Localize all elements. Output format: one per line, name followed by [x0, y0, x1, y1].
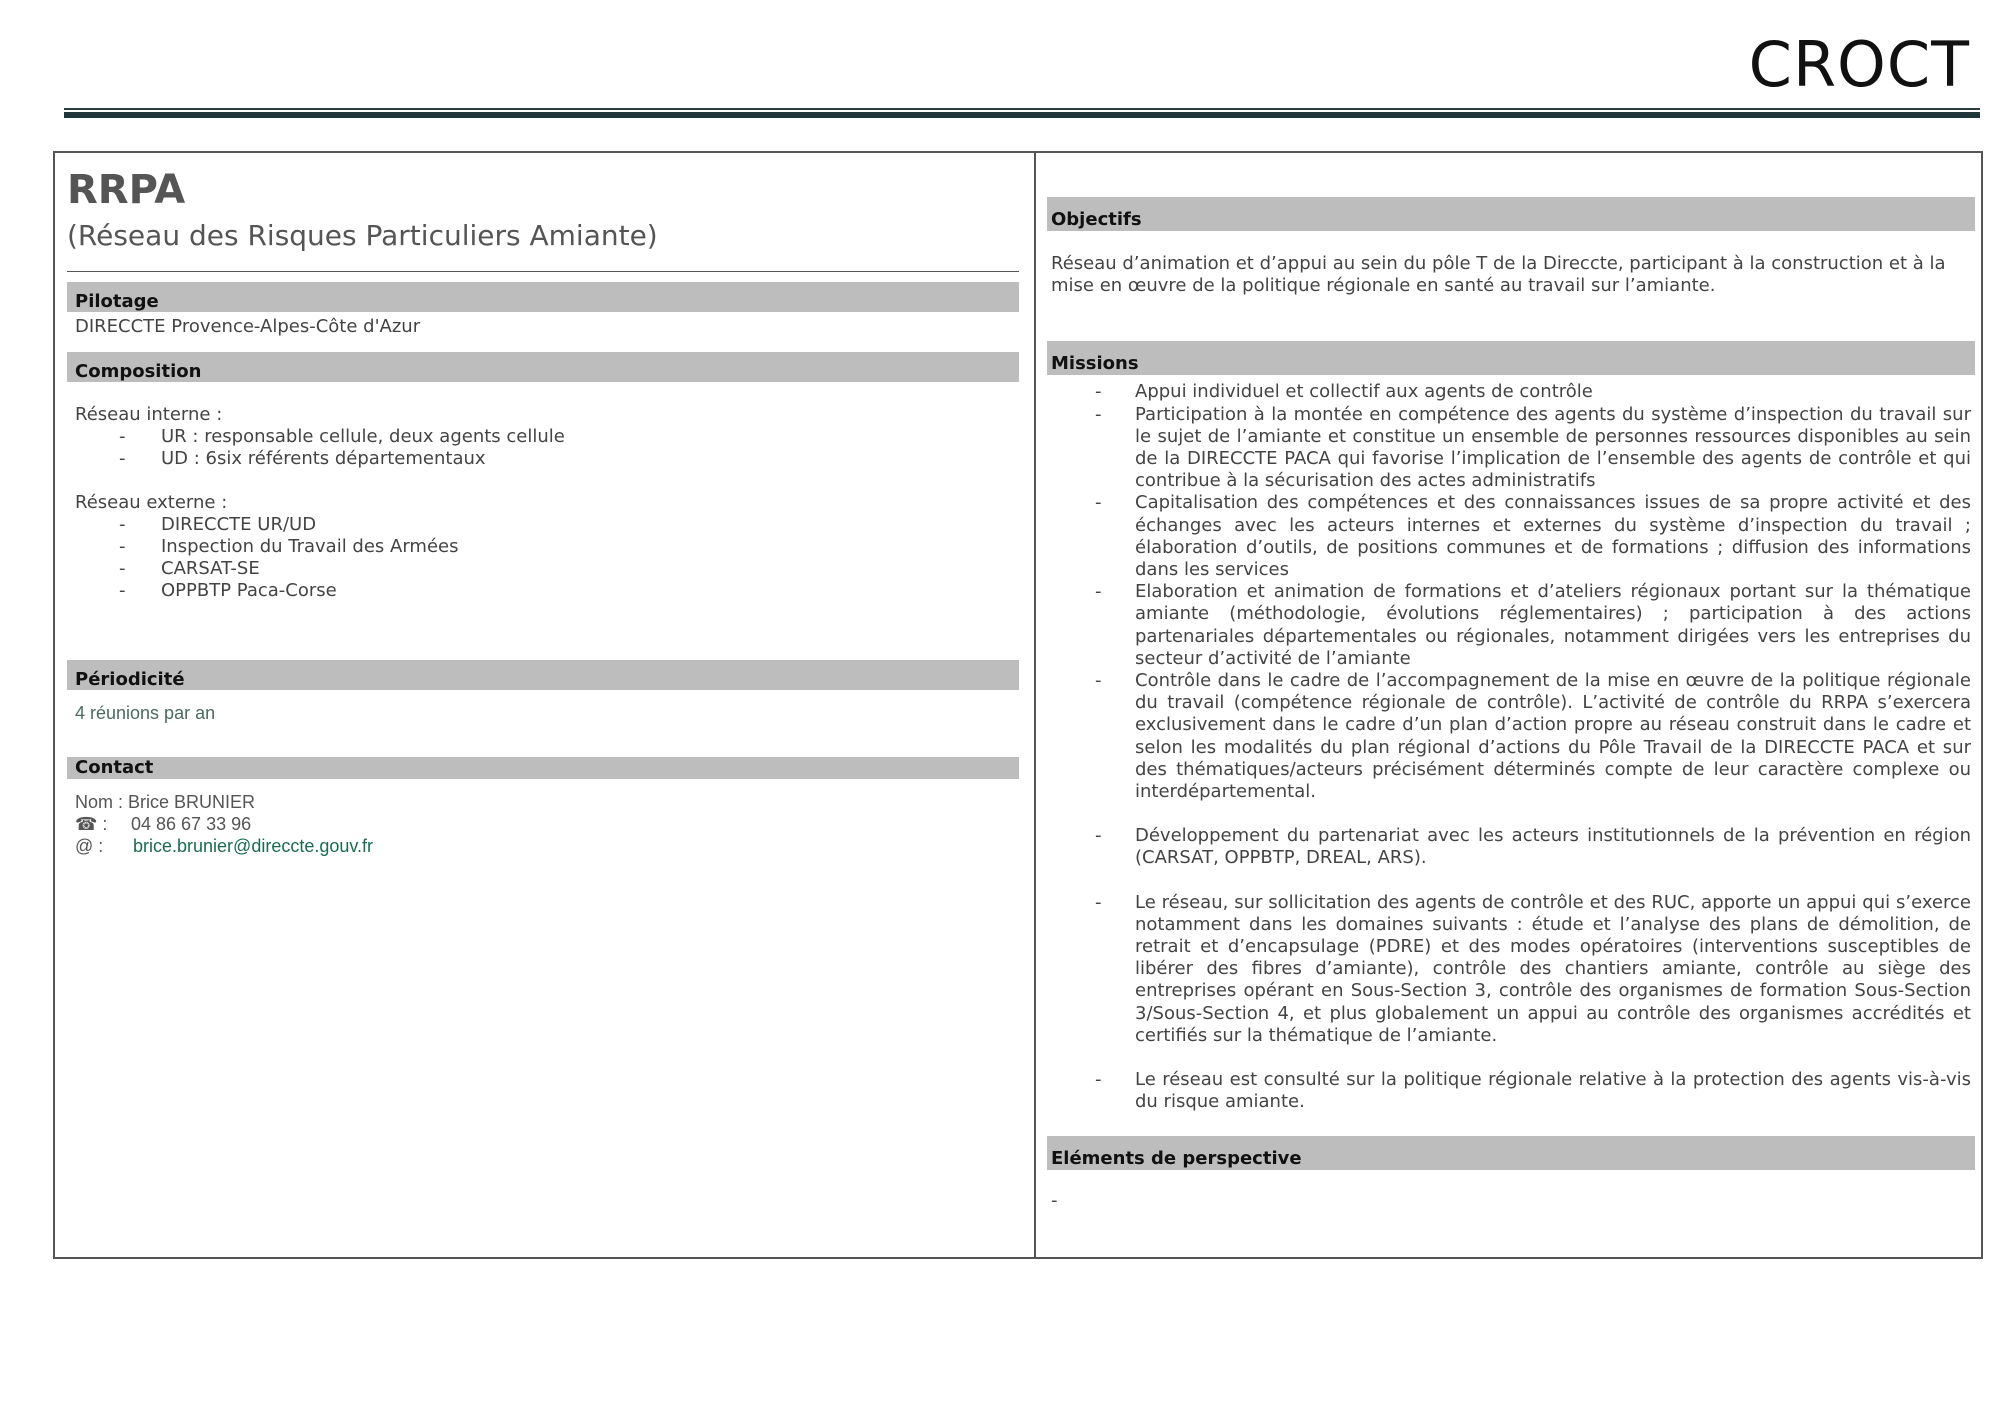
phone-icon: ☎ :	[75, 814, 108, 834]
list-item: - CARSAT-SE	[75, 558, 1019, 580]
list-spacer	[1047, 803, 1975, 825]
email-icon: @ :	[75, 836, 104, 856]
document-title: CROCT	[1748, 28, 1970, 101]
list-item: - DIRECCTE UR/UD	[75, 514, 1019, 536]
list-item: - UD : 6six référents départementaux	[75, 448, 1019, 470]
pilotage-text: DIRECCTE Provence-Alpes-Côte d'Azur	[75, 316, 421, 337]
list-item: - Développement du partenariat avec les acteurs institutionnels de la prévention en région (CARSAT, OPPBTP, DREAL, ARS).	[1095, 825, 1971, 869]
list-item: - Inspection du Travail des Armées	[75, 536, 1019, 558]
list-item: - Appui individuel et collectif aux agents de contrôle	[1095, 381, 1593, 403]
objectifs-heading: Objectifs	[1047, 197, 1975, 231]
column-divider	[1034, 153, 1036, 1257]
list-spacer	[1047, 1047, 1975, 1069]
missions-heading: Missions	[1047, 341, 1975, 375]
list-item: - UR : responsable cellule, deux agents cellule	[75, 426, 1019, 448]
objectifs-text: Réseau d’animation et d’appui au sein du pôle T de la Direccte, participant à la construction et à la mise en œuvre de la politique régionale en santé au travail sur l’amiante.	[1051, 253, 1946, 297]
internal-network-label: Réseau interne :	[75, 404, 223, 425]
contact-phone-row	[75, 813, 1019, 835]
external-network-label: Réseau externe :	[75, 492, 228, 513]
title-separator	[67, 271, 1019, 272]
network-acronym: RRPA	[67, 167, 186, 213]
list-item: - Capitalisation des compétences et des connaissances issues de sa propre activité et des échanges avec les acteurs internes et externes du système d’inspection du travail ; élaboration d’outils, de positions communes et de formations ; diffusion des informations dans les services	[1095, 492, 1971, 581]
list-item: - OPPBTP Paca-Corse	[75, 580, 1019, 602]
list-spacer	[1047, 870, 1975, 892]
network-full-name: (Réseau des Risques Particuliers Amiante)	[67, 219, 658, 252]
contact-body	[67, 791, 1019, 857]
composition-heading: Composition	[67, 352, 1019, 382]
external-network-list	[75, 514, 1019, 602]
left-column	[67, 163, 1019, 857]
right-column	[1047, 197, 1975, 1212]
perspective-text: -	[1051, 1189, 1058, 1211]
list-item: - Elaboration et animation de formations et d’ateliers régionaux portant sur la thématique amiante (méthodologie, évolutions réglementaires) ; participation à des actions partenariales départementales ou régionales, notamment dirigées vers les entreprises du secteur d’activité de l’amiante	[1095, 581, 1971, 669]
contact-name: Nom : Brice BRUNIER	[75, 792, 256, 812]
header-rule-thick	[64, 112, 1980, 118]
contact-email-row	[75, 835, 1019, 857]
contact-email-link[interactable]: brice.brunier@direccte.gouv.fr	[133, 836, 374, 856]
content-frame	[53, 151, 1983, 1259]
internal-network-list	[75, 426, 1019, 470]
composition-body	[67, 404, 1019, 602]
perspective-heading: Eléments de perspective	[1047, 1136, 1975, 1170]
periodicite-text: 4 réunions par an	[75, 703, 216, 723]
list-item: - Contrôle dans le cadre de l’accompagnement de la mise en œuvre de la politique régionale du travail (compétence régionale de contrôle). L’activité de contrôle du RRPA s’exercera exclusivement dans le cadre d’un plan d’action propre au réseau construit dans le cadre et selon les modalités du plan régional d’actions du Pôle Travail de la DIRECCTE PACA et sur des thématiques/acteurs précisément déterminés compte de leur caractère complexe ou interdépartemental.	[1095, 670, 1971, 803]
list-item: - Le réseau, sur sollicitation des agents de contrôle et des RUC, apporte un appui qui s’exerce notamment dans les domaines suivants : étude et l’analyse des plans de démolition, de retrait et d’encapsulage (PDRE) et des modes opératoires (interventions susceptibles de libérer des fibres d’amiante), contrôle des chantiers amiante, contrôle au siège des entreprises opérant en Sous-Section 3, contrôle des organismes de formation Sous-Section 3/Sous-Section 4, et plus globalement un appui au contrôle des organismes accrédités et certifiés sur la thématique de l’amiante.	[1095, 891, 1971, 1046]
contact-phone: 04 86 67 33 96	[131, 814, 252, 834]
contact-heading: Contact	[67, 757, 1019, 779]
list-item: - Le réseau est consulté sur la politique régionale relative à la protection des agents vis-à-vis du risque amiante.	[1095, 1069, 1971, 1113]
missions-list	[1047, 381, 1975, 1113]
list-item: - Participation à la montée en compétence des agents du système d’inspection du travail sur le sujet de l’amiante et constitue un ensemble de personnes ressources disponibles au sein de la DIRECCTE PACA qui favorise l’implication de l’ensemble des agents de contrôle et qui contribue à la sécurisation des actes administratifs	[1095, 403, 1971, 492]
pilotage-heading: Pilotage	[67, 282, 1019, 312]
missions-body	[1047, 381, 1975, 1113]
header-rule-thin	[64, 108, 1980, 110]
periodicite-heading: Périodicité	[67, 660, 1019, 690]
